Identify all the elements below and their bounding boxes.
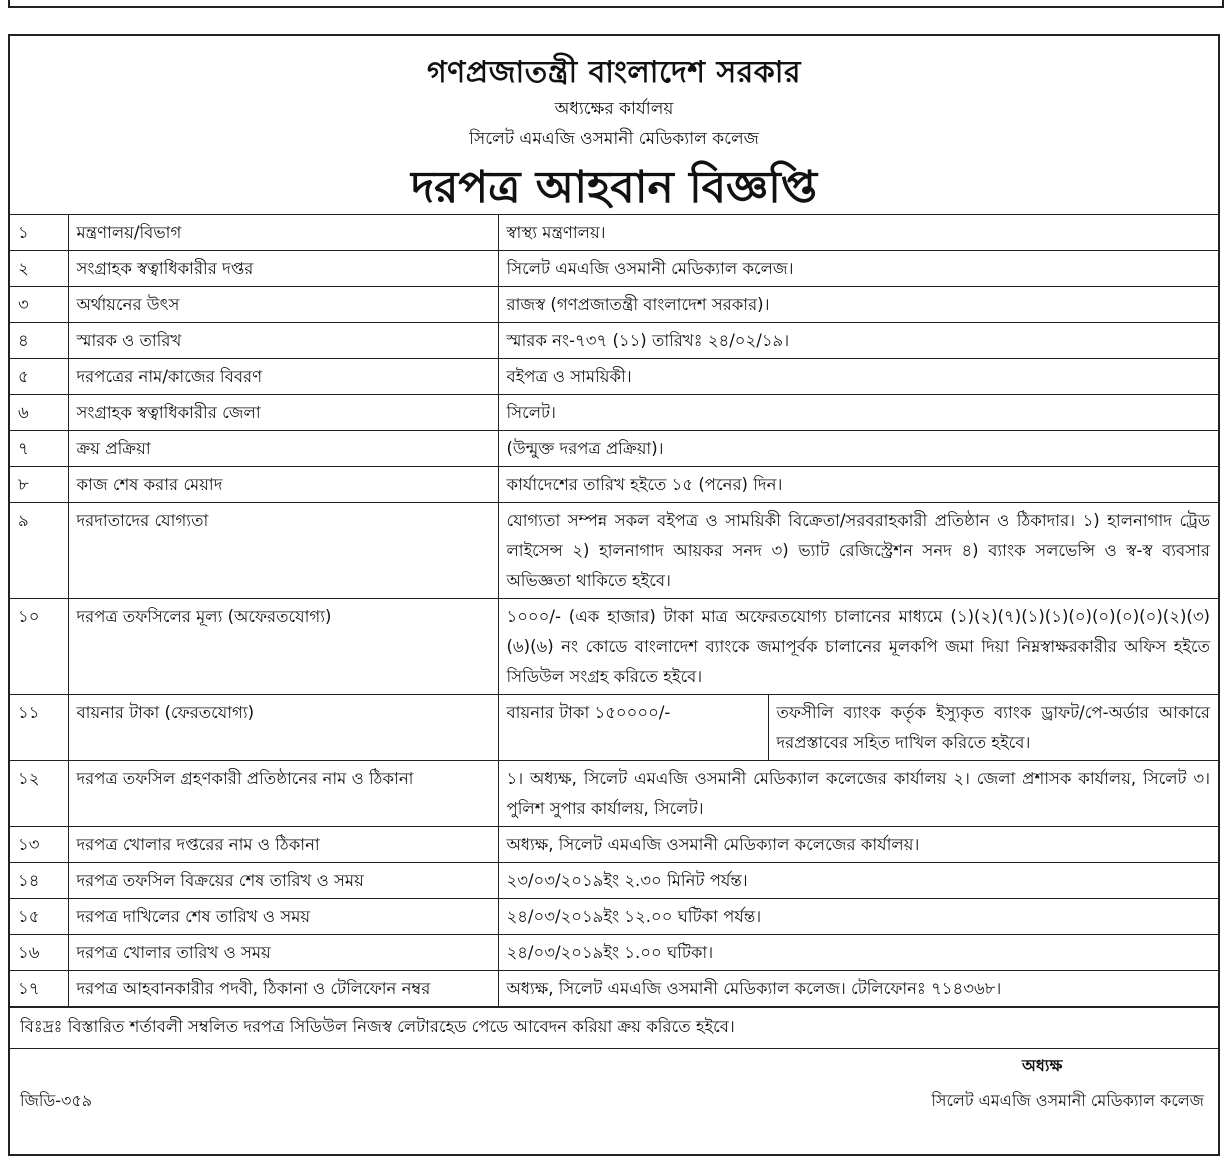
row-value: অধ্যক্ষ, সিলেট এমএজি ওসমানী মেডিক্যাল কলেজের কার্যালয়। xyxy=(498,827,1218,863)
row-value: বইপত্র ও সাময়িকী। xyxy=(498,359,1218,395)
row-number: ১১ xyxy=(10,695,68,761)
table-row xyxy=(10,287,1218,323)
notice-title: দরপত্র আহবান বিজ্ঞপ্তি xyxy=(410,162,818,213)
row-value: ১। অধ্যক্ষ, সিলেট এমএজি ওসমানী মেডিক্যাল কলেজের কার্যালয় ২। জেলা প্রশাসক কার্যালয়, সিলেট ৩। পুলিশ সুপার কার্যালয়, সিলেট। xyxy=(498,761,1218,827)
row-label: ক্রয় প্রক্রিয়া xyxy=(68,431,498,467)
row-number: ৭ xyxy=(10,431,68,467)
row-label: দরপত্র তফসিল বিক্রয়ের শেষ তারিখ ও সময় xyxy=(68,863,498,899)
office-name: অধ্যক্ষের কার্যালয় xyxy=(554,99,674,119)
notice-header xyxy=(10,36,1218,214)
row-label: স্মারক ও তারিখ xyxy=(68,323,498,359)
row-number: ১২ xyxy=(10,761,68,827)
row-value: স্মারক নং-৭৩৭ (১১) তারিখঃ ২৪/০২/১৯। xyxy=(498,323,1218,359)
row-number: ১৩ xyxy=(10,827,68,863)
row-label: বায়নার টাকা (ফেরতযোগ্য) xyxy=(68,695,498,761)
row-value: কার্যাদেশের তারিখ হইতে ১৫ (পনের) দিন। xyxy=(498,467,1218,503)
row-value: (উন্মুক্ত দরপত্র প্রক্রিয়া)। xyxy=(498,431,1218,467)
row-number: ১৪ xyxy=(10,863,68,899)
row-number: ৫ xyxy=(10,359,68,395)
row-number: ৬ xyxy=(10,395,68,431)
table-row xyxy=(10,761,1218,827)
table-row xyxy=(10,395,1218,431)
table-row xyxy=(10,323,1218,359)
row-value: ২৪/০৩/২০১৯ইং ১.০০ ঘটিকা। xyxy=(498,935,1218,971)
government-name: গণপ্রজাতন্ত্রী বাংলাদেশ সরকার xyxy=(427,55,801,90)
gd-code: জিডি-৩৫৯ xyxy=(20,1091,93,1110)
row-value: ২৪/০৩/২০১৯ইং ১২.০০ ঘটিকা পর্যন্ত। xyxy=(498,899,1218,935)
table-row xyxy=(10,431,1218,467)
row-value: সিলেট। xyxy=(498,395,1218,431)
table-row xyxy=(10,467,1218,503)
table-row xyxy=(10,695,1218,761)
row-extra-value: তফসীলি ব্যাংক কর্তৃক ইস্যুকৃত ব্যাংক ড্রাফট/পে-অর্ডার আকারে দরপ্রস্তাবের সহিত দাখিল করিতে হইবে। xyxy=(768,695,1218,761)
row-number: ১৭ xyxy=(10,971,68,1007)
previous-notice-border xyxy=(8,0,1224,8)
signatory-college: সিলেট এমএজি ওসমানী মেডিক্যাল কলেজ xyxy=(931,1091,1204,1110)
note-text: বিঃদ্রঃ বিস্তারিত শর্তাবলী সম্বলিত দরপত্র সিডিউল নিজস্ব লেটারহেড পেডে আবেদন করিয়া ক্রয় করিতে হইবে। xyxy=(10,1007,1218,1048)
notice-footer xyxy=(10,1048,1218,1119)
row-label: সংগ্রাহক স্বত্বাধিকারীর জেলা xyxy=(68,395,498,431)
row-number: ১৫ xyxy=(10,899,68,935)
row-number: ৩ xyxy=(10,287,68,323)
row-label: দরপত্র তফসিল গ্রহণকারী প্রতিষ্ঠানের নাম ও ঠিকানা xyxy=(68,761,498,827)
row-value: অধ্যক্ষ, সিলেট এমএজি ওসমানী মেডিক্যাল কলেজ। টেলিফোনঃ ৭১৪৩৬৮। xyxy=(498,971,1218,1007)
row-number: ১০ xyxy=(10,599,68,695)
row-number: ৯ xyxy=(10,503,68,599)
row-label: দরপত্র দাখিলের শেষ তারিখ ও সময় xyxy=(68,899,498,935)
row-value: স্বাস্থ্য মন্ত্রণালয়। xyxy=(498,215,1218,251)
row-label: অর্থায়নের উৎস xyxy=(68,287,498,323)
table-row xyxy=(10,863,1218,899)
row-value: বায়নার টাকা ১৫০০০০/- xyxy=(498,695,768,761)
row-value: ২৩/০৩/২০১৯ইং ২.৩০ মিনিট পর্যন্ত। xyxy=(498,863,1218,899)
row-value: যোগ্যতা সম্পন্ন সকল বইপত্র ও সাময়িকী বিক্রেতা/সরবরাহকারী প্রতিষ্ঠান ও ঠিকাদার। ১) হালনাগাদ ট্রেড লাইসেন্স ২) হালনাগাদ আয়কর সনদ ৩) ভ্যাট রেজিস্ট্রেশন সনদ ৪) ব্যাংক সলভেন্সি ও স্ব-স্ব ব্যবসার অভিজ্ঞতা থাকিতে হইবে। xyxy=(498,503,1218,599)
row-label: সংগ্রাহক স্বত্বাধিকারীর দপ্তর xyxy=(68,251,498,287)
row-number: ২ xyxy=(10,251,68,287)
table-row xyxy=(10,899,1218,935)
row-label: দরপত্র খোলার দপ্তরের নাম ও ঠিকানা xyxy=(68,827,498,863)
row-number: ৪ xyxy=(10,323,68,359)
table-row xyxy=(10,503,1218,599)
row-number: ১ xyxy=(10,215,68,251)
row-value: ১০০০/- (এক হাজার) টাকা মাত্র অফেরতযোগ্য চালানের মাধ্যমে (১)(২)(৭)(১)(১)(০)(০)(০)(০)(২)(৩)(৬)(৬) নং কোডে বাংলাদেশ ব্যাংকে জমাপূর্বক চালানের মূলকপি জমা দিয়া নিম্নস্বাক্ষরকারীর অফিস হইতে সিডিউল সংগ্রহ করিতে হইবে। xyxy=(498,599,1218,695)
table-row xyxy=(10,935,1218,971)
table-row xyxy=(10,251,1218,287)
row-label: কাজ শেষ করার মেয়াদ xyxy=(68,467,498,503)
table-row xyxy=(10,599,1218,695)
row-label: দরপত্র তফসিলের মূল্য (অফেরতযোগ্য) xyxy=(68,599,498,695)
college-name: সিলেট এমএজি ওসমানী মেডিক্যাল কলেজ xyxy=(469,129,759,149)
row-label: মন্ত্রণালয়/বিভাগ xyxy=(68,215,498,251)
row-label: দরদাতাদের যোগ্যতা xyxy=(68,503,498,599)
tender-notice xyxy=(8,34,1220,1156)
row-label: দরপত্রের নাম/কাজের বিবরণ xyxy=(68,359,498,395)
row-number: ৮ xyxy=(10,467,68,503)
row-value: রাজস্ব (গণপ্রজাতন্ত্রী বাংলাদেশ সরকার)। xyxy=(498,287,1218,323)
signatory-designation: অধ্যক্ষ xyxy=(1022,1056,1063,1075)
table-row xyxy=(10,827,1218,863)
table-row xyxy=(10,359,1218,395)
row-label: দরপত্র খোলার তারিখ ও সময় xyxy=(68,935,498,971)
row-value: সিলেট এমএজি ওসমানী মেডিক্যাল কলেজ। xyxy=(498,251,1218,287)
tender-details-table xyxy=(10,214,1218,1007)
table-row xyxy=(10,971,1218,1007)
row-number: ১৬ xyxy=(10,935,68,971)
row-label: দরপত্র আহবানকারীর পদবী, ঠিকানা ও টেলিফোন নম্বর xyxy=(68,971,498,1007)
